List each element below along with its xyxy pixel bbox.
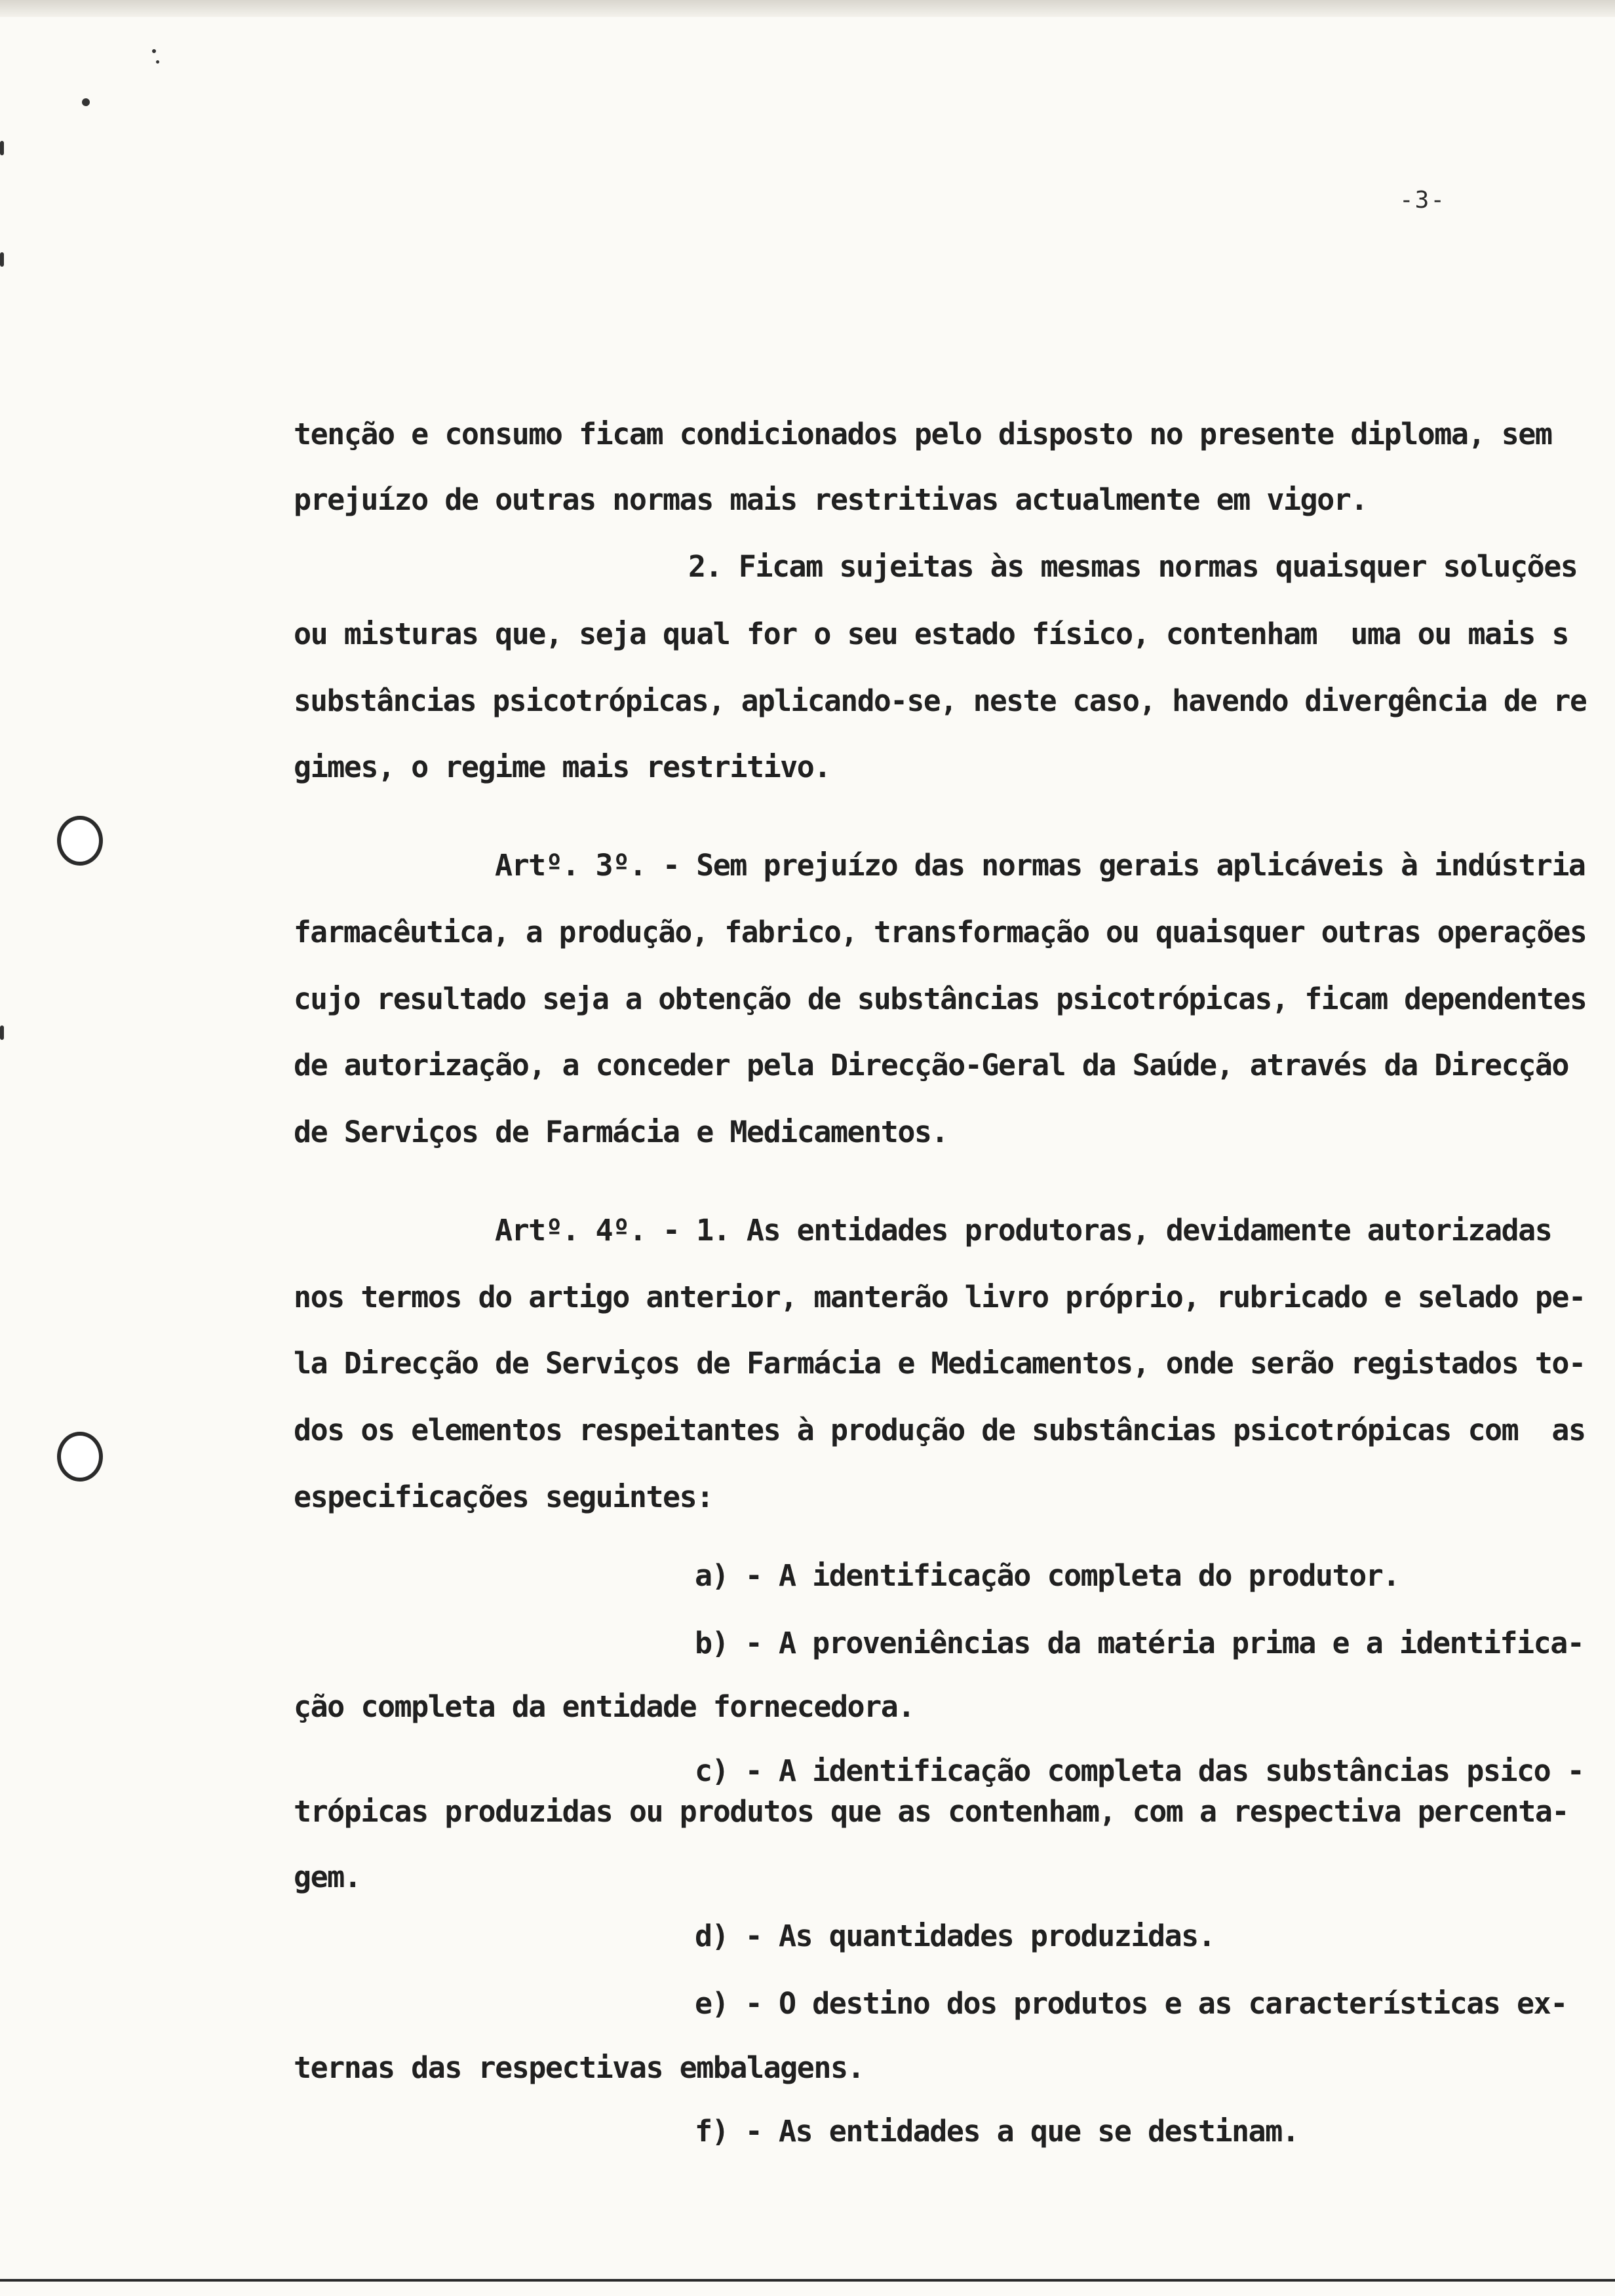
- list-item-a: a) - A identificação completa do produtor.: [695, 1558, 1399, 1593]
- text-line: tenção e consumo ficam condicionados pelo disposto no presente diploma, sem: [294, 417, 1552, 451]
- text-line: nos termos do artigo anterior, manterão livro próprio, rubricado e selado pe-: [294, 1280, 1586, 1314]
- text-line: gimes, o regime mais restritivo.: [294, 750, 830, 784]
- text-line: 2. Ficam sujeitas às mesmas normas quaisquer soluções: [688, 549, 1578, 584]
- text-line: gem.: [294, 1860, 361, 1894]
- page-number: -3-: [1399, 187, 1447, 214]
- punch-hole-top: [57, 816, 103, 866]
- scan-edge-mark: [0, 1025, 4, 1040]
- list-item-b: b) - A proveniências da matéria prima e a identifica-: [695, 1626, 1584, 1660]
- scan-bottom-border: [0, 2279, 1615, 2282]
- text-line: de Serviços de Farmácia e Medicamentos.: [294, 1115, 948, 1149]
- text-line: Artº. 4º. - 1. As entidades produtoras, devidamente autorizadas: [495, 1213, 1552, 1248]
- list-item-d: d) - As quantidades produzidas.: [695, 1919, 1215, 1953]
- text-line: de autorização, a conceder pela Direcção-Geral da Saúde, através da Direcção: [294, 1048, 1569, 1082]
- scan-edge-mark: [0, 252, 4, 267]
- text-line: la Direcção de Serviços de Farmácia e Medicamentos, onde serão registados to-: [294, 1346, 1586, 1381]
- list-item-e: e) - O destino dos produtos e as características ex-: [695, 1986, 1567, 2021]
- scan-edge-mark: [0, 141, 4, 155]
- list-item-f: f) - As entidades a que se destinam.: [695, 2114, 1299, 2149]
- text-line: ção completa da entidade fornecedora.: [294, 1689, 914, 1724]
- scan-speck: [82, 98, 90, 106]
- text-line: ou misturas que, seja qual for o seu estado físico, contenham uma ou mais s: [294, 617, 1569, 651]
- text-line: prejuízo de outras normas mais restritivas actualmente em vigor.: [294, 482, 1367, 517]
- scan-speck: [156, 60, 159, 64]
- text-line: cujo resultado seja a obtenção de substâncias psicotrópicas, ficam dependentes: [294, 982, 1587, 1016]
- punch-hole-bottom: [57, 1432, 103, 1482]
- text-line: especificações seguintes:: [294, 1480, 713, 1514]
- text-line: dos os elementos respeitantes à produção de substâncias psicotrópicas com as: [294, 1413, 1586, 1447]
- text-line: substâncias psicotrópicas, aplicando-se, neste caso, havendo divergência de re: [294, 683, 1587, 718]
- text-line: Artº. 3º. - Sem prejuízo das normas gerais aplicáveis à indústria: [495, 848, 1586, 883]
- text-line: trópicas produzidas ou produtos que as contenham, com a respectiva percenta-: [294, 1794, 1569, 1829]
- list-item-c: c) - A identificação completa das substâncias psico -: [695, 1753, 1584, 1788]
- scan-speck: [152, 49, 156, 53]
- text-line: ternas das respectivas embalagens.: [294, 2050, 865, 2085]
- text-line: farmacêutica, a produção, fabrico, transformação ou quaisquer outras operações: [294, 915, 1587, 949]
- scan-top-strip: [0, 0, 1615, 17]
